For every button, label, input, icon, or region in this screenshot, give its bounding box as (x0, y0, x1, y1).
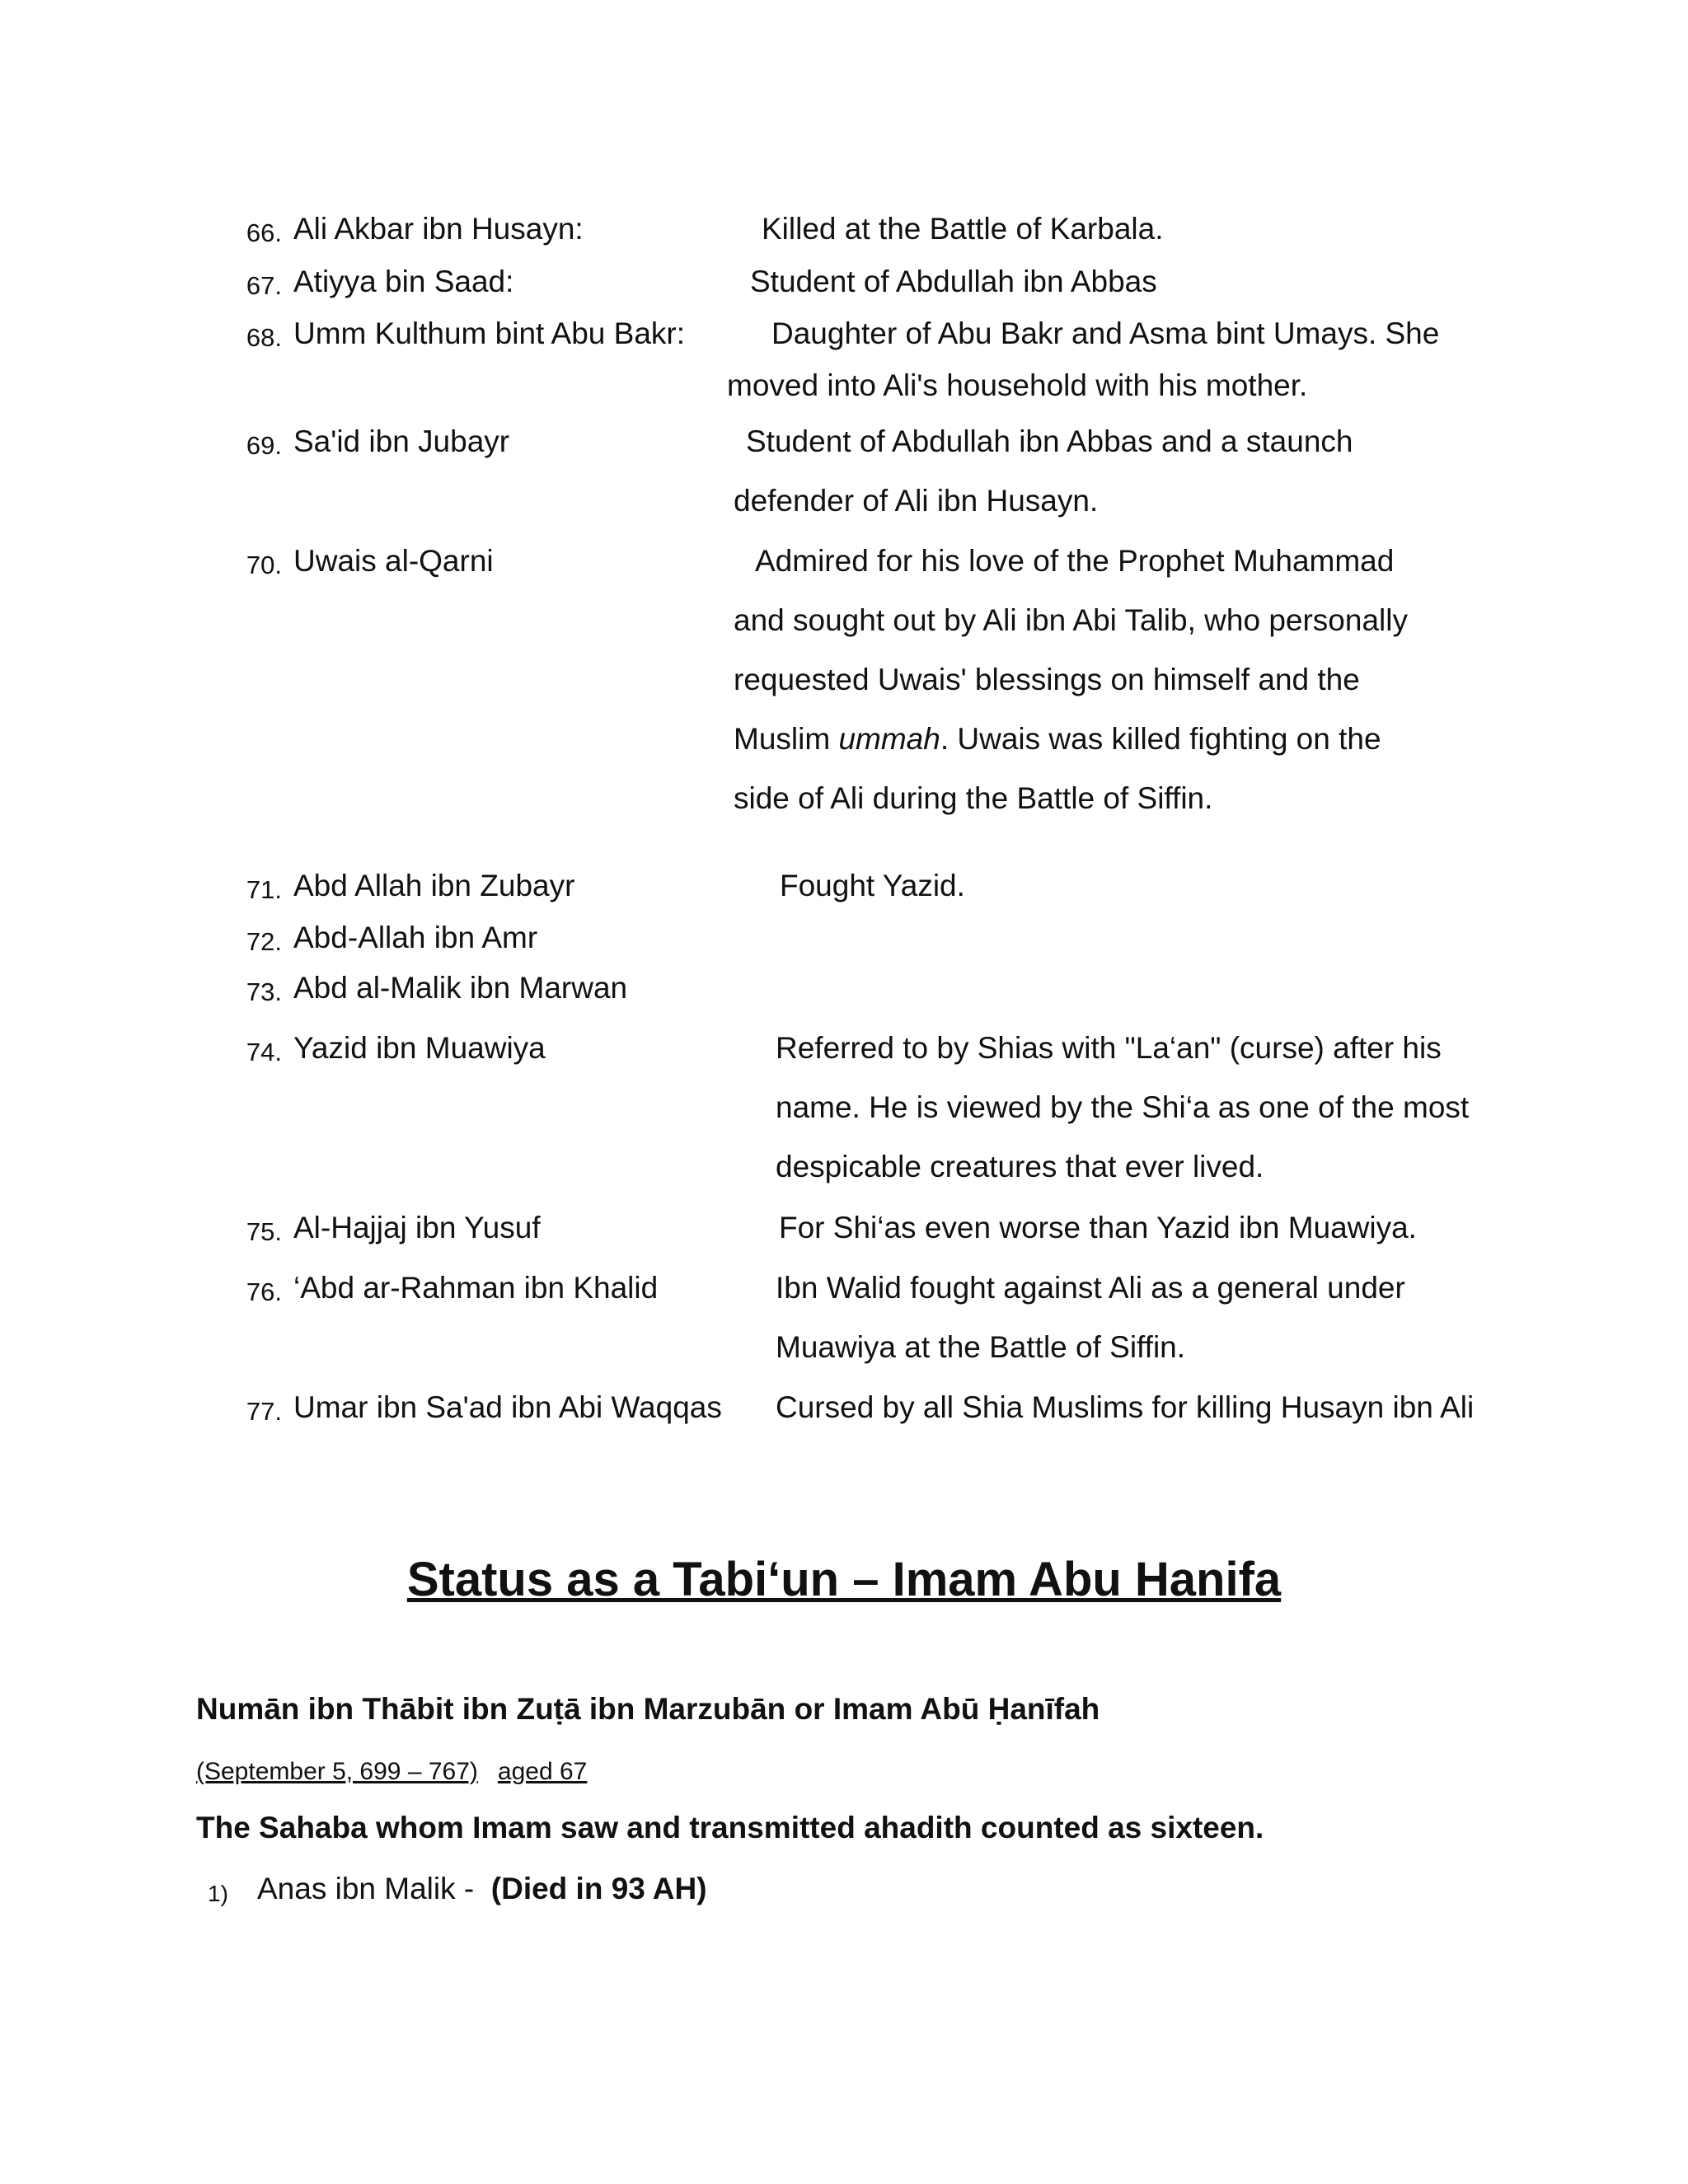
entry-description-line: despicable creatures that ever lived. (776, 1150, 1264, 1183)
italic-term: ummah (838, 722, 940, 756)
sahaba-died: (Died in 93 AH) (490, 1872, 707, 1905)
lifespan-age: aged 67 (497, 1758, 588, 1785)
entry-name: Al-Hajjaj ibn Yusuf (293, 1211, 541, 1244)
entry-description-line: Referred to by Shias with "La‘an" (curse) after his (776, 1031, 1442, 1065)
entry-description-line: Student of Abdullah ibn Abbas (750, 265, 1157, 298)
entry-description-line: Daughter of Abu Bakr and Asma bint Umays. She (771, 316, 1440, 350)
entry-description-line: Killed at the Battle of Karbala. (762, 212, 1164, 246)
entry-number: 67. (246, 271, 282, 300)
entry-description-line: moved into Ali's household with his mother. (727, 368, 1308, 402)
full-name-heading: Numān ibn Thābit ibn Zuṭā ibn Marzubān or Imam Abū Ḥanīfah (196, 1692, 1100, 1726)
entry-description-line: Muawiya at the Battle of Siffin. (776, 1330, 1186, 1364)
sahaba-list-number: 1) (208, 1881, 228, 1906)
entry-description-line: For Shi‘as even worse than Yazid ibn Muawiya. (779, 1211, 1417, 1244)
entry-number: 68. (246, 323, 282, 352)
lifespan-dates: (September 5, 699 – 767) (196, 1758, 478, 1785)
entry-description-line: name. He is viewed by the Shi‘a as one of the most (776, 1090, 1470, 1124)
entry-number: 72. (246, 927, 282, 956)
entry-description-line: Admired for his love of the Prophet Muhammad (755, 544, 1395, 578)
entry-name: Abd al-Malik ibn Marwan (293, 971, 628, 1005)
sahaba-separator: - (455, 1872, 491, 1905)
entry-name: Uwais al-Qarni (293, 544, 494, 578)
entry-number: 76. (246, 1277, 282, 1306)
entry-description-line: side of Ali during the Battle of Siffin. (734, 781, 1213, 815)
sahaba-name: Anas ibn Malik (257, 1872, 456, 1905)
entry-description-line: and sought out by Ali ibn Abi Talib, who personally (734, 603, 1408, 637)
entry-number: 66. (246, 218, 282, 247)
lifespan-line (196, 1757, 587, 1787)
entry-number: 77. (246, 1397, 282, 1426)
entry-number: 74. (246, 1038, 282, 1066)
entry-description-line: Student of Abdullah ibn Abbas and a staunch (746, 424, 1353, 458)
entry-description-line: Ibn Walid fought against Ali as a general under (776, 1271, 1405, 1305)
entry-description-line: requested Uwais' blessings on himself and the (734, 663, 1360, 696)
section-title: Status as a Tabi‘un – Imam Abu Hanifa (406, 1553, 1282, 1606)
entry-name: Umar ibn Sa'ad ibn Abi Waqqas (293, 1390, 722, 1424)
sahaba-list-item (257, 1871, 707, 1907)
entry-number: 73. (246, 977, 282, 1006)
entry-description-line: Muslim ummah. Uwais was killed fighting on the (734, 722, 1381, 756)
entry-name: Sa'id ibn Jubayr (293, 424, 510, 458)
entry-description-line: Fought Yazid. (780, 869, 965, 902)
entry-name: Yazid ibn Muawiya (293, 1031, 546, 1065)
entry-number: 70. (246, 551, 282, 579)
entry-name: Ali Akbar ibn Husayn: (293, 212, 584, 246)
entry-name: Abd Allah ibn Zubayr (293, 869, 575, 902)
sahaba-note: The Sahaba whom Imam saw and transmitted ahadith counted as sixteen. (196, 1811, 1264, 1844)
entry-name: ‘Abd ar-Rahman ibn Khalid (293, 1271, 659, 1305)
entry-number: 75. (246, 1217, 282, 1246)
entry-name: Atiyya bin Saad: (293, 265, 514, 298)
entry-name: Umm Kulthum bint Abu Bakr: (293, 316, 686, 350)
entry-description-line: defender of Ali ibn Husayn. (734, 484, 1099, 518)
entry-number: 69. (246, 431, 282, 460)
entry-number: 71. (246, 875, 282, 904)
entry-description-line: Cursed by all Shia Muslims for killing Husayn ibn Ali (776, 1390, 1475, 1424)
entry-name: Abd-Allah ibn Amr (293, 921, 538, 954)
